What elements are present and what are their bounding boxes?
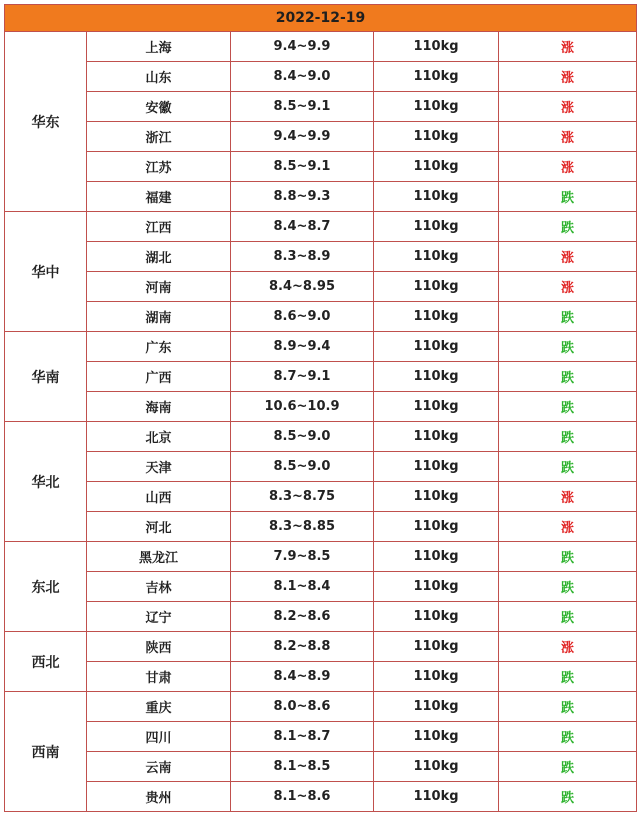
price-range-cell: 8.1~8.7 <box>231 722 374 752</box>
weight-cell: 110kg <box>374 392 499 422</box>
trend-cell: 跌 <box>499 392 637 422</box>
trend-cell: 跌 <box>499 302 637 332</box>
price-range-cell: 8.5~9.1 <box>231 92 374 122</box>
province-cell: 湖北 <box>87 242 231 272</box>
trend-cell: 涨 <box>499 152 637 182</box>
table-row <box>5 572 637 602</box>
trend-cell: 跌 <box>499 452 637 482</box>
trend-cell: 跌 <box>499 692 637 722</box>
table-row <box>5 542 637 572</box>
price-range-cell: 8.3~8.75 <box>231 482 374 512</box>
table-row <box>5 152 637 182</box>
table-row <box>5 302 637 332</box>
province-cell: 安徽 <box>87 92 231 122</box>
weight-cell: 110kg <box>374 122 499 152</box>
region-cell: 华东 <box>5 32 87 212</box>
region-cell: 华南 <box>5 332 87 422</box>
price-range-cell: 10.6~10.9 <box>231 392 374 422</box>
table-row <box>5 602 637 632</box>
weight-cell: 110kg <box>374 632 499 662</box>
table-row <box>5 752 637 782</box>
province-cell: 山东 <box>87 62 231 92</box>
weight-cell: 110kg <box>374 722 499 752</box>
trend-cell: 跌 <box>499 602 637 632</box>
table-row <box>5 212 637 242</box>
province-cell: 福建 <box>87 182 231 212</box>
region-cell: 西南 <box>5 692 87 812</box>
trend-cell: 跌 <box>499 362 637 392</box>
province-cell: 河南 <box>87 272 231 302</box>
region-cell: 西北 <box>5 632 87 692</box>
trend-cell: 涨 <box>499 512 637 542</box>
price-range-cell: 8.1~8.5 <box>231 752 374 782</box>
table-header-row <box>5 5 637 32</box>
trend-cell: 跌 <box>499 332 637 362</box>
trend-cell: 涨 <box>499 272 637 302</box>
weight-cell: 110kg <box>374 212 499 242</box>
trend-cell: 跌 <box>499 722 637 752</box>
table-body <box>5 32 637 812</box>
table-row <box>5 482 637 512</box>
trend-cell: 涨 <box>499 122 637 152</box>
trend-cell: 涨 <box>499 242 637 272</box>
weight-cell: 110kg <box>374 272 499 302</box>
weight-cell: 110kg <box>374 452 499 482</box>
table-row <box>5 272 637 302</box>
price-range-cell: 8.5~9.0 <box>231 422 374 452</box>
price-range-cell: 9.4~9.9 <box>231 32 374 62</box>
table-date-header: 2022-12-19 <box>5 5 637 32</box>
table-row <box>5 662 637 692</box>
trend-cell: 跌 <box>499 782 637 812</box>
price-range-cell: 8.3~8.85 <box>231 512 374 542</box>
trend-cell: 跌 <box>499 662 637 692</box>
province-cell: 辽宁 <box>87 602 231 632</box>
trend-cell: 跌 <box>499 422 637 452</box>
price-range-cell: 8.5~9.1 <box>231 152 374 182</box>
hog-price-table <box>4 4 637 812</box>
price-range-cell: 8.4~8.9 <box>231 662 374 692</box>
weight-cell: 110kg <box>374 152 499 182</box>
weight-cell: 110kg <box>374 62 499 92</box>
province-cell: 广东 <box>87 332 231 362</box>
province-cell: 河北 <box>87 512 231 542</box>
table-row <box>5 122 637 152</box>
weight-cell: 110kg <box>374 512 499 542</box>
weight-cell: 110kg <box>374 332 499 362</box>
price-range-cell: 8.8~9.3 <box>231 182 374 212</box>
table-row <box>5 332 637 362</box>
table-row <box>5 632 637 662</box>
province-cell: 陕西 <box>87 632 231 662</box>
table-row <box>5 182 637 212</box>
table-row <box>5 452 637 482</box>
weight-cell: 110kg <box>374 482 499 512</box>
price-range-cell: 7.9~8.5 <box>231 542 374 572</box>
table-row <box>5 692 637 722</box>
price-range-cell: 8.2~8.8 <box>231 632 374 662</box>
weight-cell: 110kg <box>374 182 499 212</box>
province-cell: 北京 <box>87 422 231 452</box>
table-row <box>5 422 637 452</box>
province-cell: 云南 <box>87 752 231 782</box>
table-row <box>5 362 637 392</box>
table-row <box>5 62 637 92</box>
weight-cell: 110kg <box>374 422 499 452</box>
trend-cell: 涨 <box>499 32 637 62</box>
price-range-cell: 8.4~9.0 <box>231 62 374 92</box>
trend-cell: 涨 <box>499 62 637 92</box>
province-cell: 天津 <box>87 452 231 482</box>
region-cell: 东北 <box>5 542 87 632</box>
table-row <box>5 32 637 62</box>
weight-cell: 110kg <box>374 782 499 812</box>
weight-cell: 110kg <box>374 542 499 572</box>
price-range-cell: 8.5~9.0 <box>231 452 374 482</box>
province-cell: 吉林 <box>87 572 231 602</box>
province-cell: 甘肃 <box>87 662 231 692</box>
weight-cell: 110kg <box>374 92 499 122</box>
price-range-cell: 8.0~8.6 <box>231 692 374 722</box>
price-range-cell: 8.1~8.4 <box>231 572 374 602</box>
price-range-cell: 8.1~8.6 <box>231 782 374 812</box>
province-cell: 贵州 <box>87 782 231 812</box>
table-row <box>5 92 637 122</box>
province-cell: 江西 <box>87 212 231 242</box>
price-range-cell: 8.6~9.0 <box>231 302 374 332</box>
weight-cell: 110kg <box>374 302 499 332</box>
table-row <box>5 242 637 272</box>
weight-cell: 110kg <box>374 572 499 602</box>
province-cell: 山西 <box>87 482 231 512</box>
price-range-cell: 8.4~8.95 <box>231 272 374 302</box>
province-cell: 重庆 <box>87 692 231 722</box>
weight-cell: 110kg <box>374 752 499 782</box>
province-cell: 江苏 <box>87 152 231 182</box>
region-cell: 华北 <box>5 422 87 542</box>
trend-cell: 跌 <box>499 752 637 782</box>
weight-cell: 110kg <box>374 692 499 722</box>
province-cell: 广西 <box>87 362 231 392</box>
trend-cell: 涨 <box>499 482 637 512</box>
trend-cell: 涨 <box>499 92 637 122</box>
region-cell: 华中 <box>5 212 87 332</box>
table-row <box>5 512 637 542</box>
price-range-cell: 8.9~9.4 <box>231 332 374 362</box>
price-table-container <box>4 4 636 812</box>
price-range-cell: 8.4~8.7 <box>231 212 374 242</box>
province-cell: 黑龙江 <box>87 542 231 572</box>
province-cell: 海南 <box>87 392 231 422</box>
province-cell: 浙江 <box>87 122 231 152</box>
weight-cell: 110kg <box>374 362 499 392</box>
price-range-cell: 8.7~9.1 <box>231 362 374 392</box>
province-cell: 上海 <box>87 32 231 62</box>
table-row <box>5 722 637 752</box>
province-cell: 四川 <box>87 722 231 752</box>
weight-cell: 110kg <box>374 662 499 692</box>
trend-cell: 涨 <box>499 632 637 662</box>
trend-cell: 跌 <box>499 542 637 572</box>
province-cell: 湖南 <box>87 302 231 332</box>
price-range-cell: 9.4~9.9 <box>231 122 374 152</box>
weight-cell: 110kg <box>374 32 499 62</box>
trend-cell: 跌 <box>499 212 637 242</box>
trend-cell: 跌 <box>499 182 637 212</box>
price-range-cell: 8.3~8.9 <box>231 242 374 272</box>
price-range-cell: 8.2~8.6 <box>231 602 374 632</box>
weight-cell: 110kg <box>374 602 499 632</box>
table-row <box>5 392 637 422</box>
trend-cell: 跌 <box>499 572 637 602</box>
weight-cell: 110kg <box>374 242 499 272</box>
table-row <box>5 782 637 812</box>
